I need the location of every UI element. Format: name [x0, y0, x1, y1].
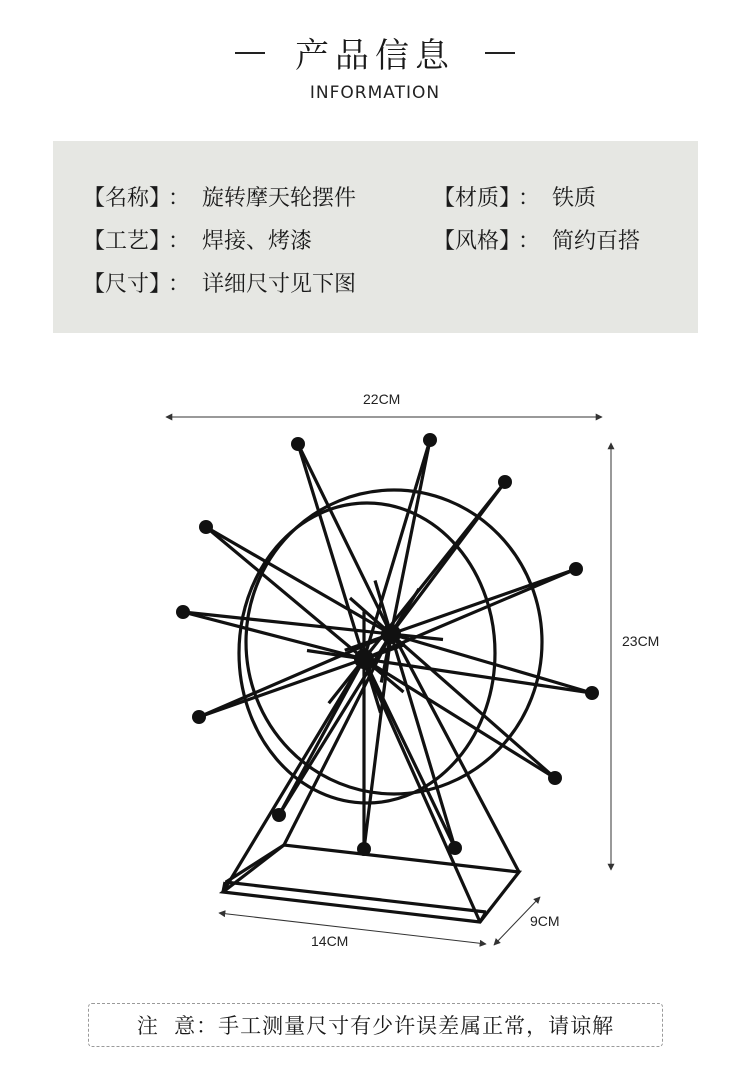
height-label: 23CM — [622, 633, 660, 649]
info-style-row — [433, 224, 640, 255]
name-key: 【名称】 — [83, 186, 161, 211]
spoke-end-ball — [569, 562, 583, 576]
material-value: 铁质 — [552, 186, 597, 211]
spoke-end-ball — [291, 437, 305, 451]
spoke-end-ball — [423, 433, 437, 447]
spoke — [350, 598, 555, 778]
spoke — [391, 482, 505, 634]
craft-key: 【工艺】 — [83, 229, 161, 254]
ferris-wheel-product — [183, 440, 592, 922]
base-width-label: 14CM — [311, 933, 349, 949]
spoke-end-ball — [585, 686, 599, 700]
size-colon: ： — [168, 272, 191, 297]
craft-colon: ： — [168, 229, 191, 254]
style-key: 【风格】 — [433, 229, 511, 254]
product-dimension-figure — [0, 370, 750, 970]
material-colon: ： — [518, 186, 541, 211]
info-size-row — [83, 267, 356, 298]
spoke-end-ball — [176, 605, 190, 619]
material-key: 【材质】 — [433, 186, 511, 211]
front-hub — [354, 649, 374, 669]
spoke-end-ball — [272, 808, 286, 822]
name-value: 旋转摩天轮摆件 — [202, 186, 357, 211]
left-dash-decoration — [235, 52, 265, 54]
spoke-end-ball — [357, 842, 371, 856]
ferris-wheel-illustration — [0, 370, 750, 970]
width-label: 22CM — [363, 391, 401, 407]
spoke-end-ball — [498, 475, 512, 489]
spoke-end-ball — [448, 841, 462, 855]
product-info-panel — [53, 141, 698, 333]
notice-text: 注 意：手工测量尺寸有少许误差属正常，请谅解 — [136, 1014, 615, 1038]
spoke — [199, 634, 391, 717]
spoke-end-ball — [199, 520, 213, 534]
info-name-row — [83, 181, 356, 212]
section-title: 产品信息 — [295, 36, 455, 76]
back-hub — [381, 624, 401, 644]
craft-value: 焊接、烤漆 — [202, 229, 313, 254]
style-value: 简约百搭 — [552, 229, 641, 254]
style-colon: ： — [518, 229, 541, 254]
spoke-end-ball — [548, 771, 562, 785]
wheel-spokes — [183, 440, 592, 849]
name-colon: ： — [168, 186, 191, 211]
measurement-notice — [88, 1003, 663, 1047]
size-key: 【尺寸】 — [83, 272, 161, 297]
depth-label: 9CM — [530, 913, 560, 929]
right-dash-decoration — [485, 52, 515, 54]
section-header — [0, 28, 750, 103]
info-material-row — [433, 181, 596, 212]
info-craft-row — [83, 224, 312, 255]
spoke — [279, 589, 419, 815]
header-title-row — [0, 28, 750, 77]
size-value: 详细尺寸见下图 — [202, 272, 357, 297]
spoke-end-ball — [192, 710, 206, 724]
section-subtitle: INFORMATION — [309, 83, 441, 103]
